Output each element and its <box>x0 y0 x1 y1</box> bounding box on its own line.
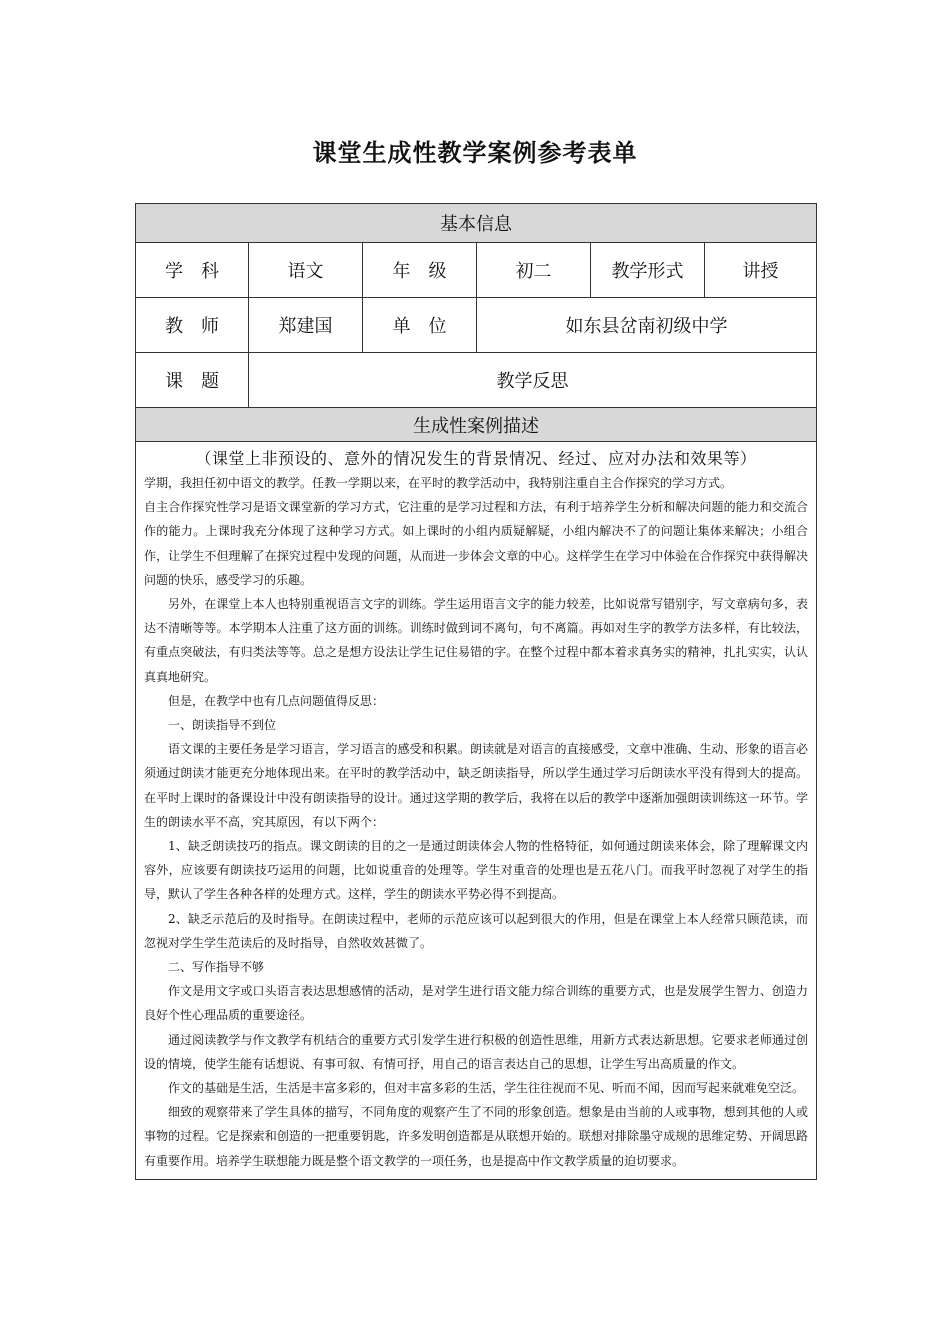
unit-label: 单 位 <box>363 298 477 353</box>
paragraph: 1、缺乏朗读技巧的指点。课文朗读的目的之一是通过朗读体会人物的性格特征，如何通过朗读来体会，除了理解课文内容外，应该要有朗读技巧运用的问题，比如说重音的处理等。学生对重音的处理也是五花八门。而我平时忽视了对学生的指导，默认了学生各种各样的处理方式。这样，学生的朗读水平势必得不到提高。 <box>144 839 809 902</box>
unit-value: 如东县岔南初级中学 <box>477 298 817 353</box>
paragraph: 语文课的主要任务是学习语言，学习语言的感受和积累。朗读就是对语言的直接感受，文章中准确、生动、形象的语言必须通过朗读才能更充分地体现出来。在平时的教学活动中，缺乏朗读指导，所以学生通过学习后朗读水平没有得到大的提高。在平时上课时的备课设计中没有朗读指导的设计。通过这学期的教学后，我将在以后的教学中逐渐加强朗读训练这一环节。学生的朗读水平不高，究其原因，有以下两个： <box>144 742 809 829</box>
form-table <box>135 203 817 1180</box>
paragraph: 自主合作探究性学习是语文课堂新的学习方式，它注重的是学习过程和方法，有利于培养学生分析和解决问题的能力和交流合作的能力。上课时我充分体现了这种学习方式。如上课时的小组内质疑解疑，小组内解决不了的问题让集体来解决；小组合作，让学生不但理解了在探究过程中发现的问题，从而进一步体会文章的中心。这样学生在学习中体验在合作探究中获得解决问题的快乐，感受学习的乐趣。 <box>144 500 809 587</box>
paragraph: 作文的基础是生活，生活是丰富多彩的，但对丰富多彩的生活，学生往往视而不见、听而不闻，因而写起来就难免空泛。 <box>168 1081 805 1096</box>
page-title: 课堂生成性教学案例参考表单 <box>312 139 638 167</box>
teaching-form-label: 教学形式 <box>591 243 705 298</box>
grade-value: 初二 <box>477 243 591 298</box>
teacher-label: 教 师 <box>136 298 249 353</box>
case-description-body <box>136 442 817 1180</box>
basic-info-header: 基本信息 <box>136 204 817 243</box>
teacher-value: 郑建国 <box>249 298 363 353</box>
paragraph: 作文是用文字或口头语言表达思想感情的活动，是对学生进行语文能力综合训练的重要方式，也是发展学生智力、创造力良好个性心理品质的重要途径。 <box>144 984 809 1023</box>
grade-label: 年 级 <box>363 243 477 298</box>
paragraph: 通过阅读教学与作文教学有机结合的重要方式引发学生进行积极的创造性思维，用新方式表达新思想。它要求老师通过创设的情境，使学生能有话想说、有事可叙、有情可抒，用自己的语言表达自己的思想，让学生写出高质量的作文。 <box>144 1032 809 1071</box>
subject-label: 学 科 <box>136 243 249 298</box>
teaching-form-value: 讲授 <box>705 243 817 298</box>
topic-label: 课 题 <box>136 353 249 408</box>
topic-value: 教学反思 <box>249 353 817 408</box>
paragraph: 学期，我担任初中语文的教学。任教一学期以来，在平时的教学活动中，我特别注重自主合作探究的学习方式。 <box>144 476 733 490</box>
section-heading: 二、写作指导不够 <box>168 960 265 975</box>
paragraph: 但是，在教学中也有几点问题值得反思： <box>168 693 385 708</box>
case-subtitle: （课堂上非预设的、意外的情况发生的背景情况、经过、应对办法和效果等） <box>195 449 757 468</box>
subject-value: 语文 <box>249 243 363 298</box>
section-heading: 一、朗读指导不到位 <box>168 718 277 733</box>
case-description-header: 生成性案例描述 <box>136 408 817 442</box>
paragraph: 另外，在课堂上本人也特别重视语言文字的训练。学生运用语言文字的能力较差，比如说常写错别字，写文章病句多，表达不清晰等等。本学期本人注重了这方面的训练。训练时做到词不离句，句不离篇。再如对生字的教学方法多样，有比较法，有重点突破法，有归类法等等。总之是想方设法让学生记住易错的字。在整个过程中都本着求真务实的精神，扎扎实实，认认真真地研究。 <box>144 597 809 684</box>
paragraph: 2、缺乏示范后的及时指导。在朗读过程中，老师的示范应该可以起到很大的作用，但是在课堂上本人经常只顾范读，而忽视对学生学生范读后的及时指导，自然收效甚微了。 <box>144 911 809 950</box>
paragraph: 细致的观察带来了学生具体的描写，不同角度的观察产生了不同的形象创造。想象是由当前的人或事物，想到其他的人或事物的过程。它是探索和创造的一把重要钥匙，许多发明创造都是从联想开始的。联想对排除墨守成规的思维定势、开阔思路有重要作用。培养学生联想能力既是整个语文教学的一项任务，也是提高中作文教学质量的迫切要求。 <box>144 1105 809 1168</box>
